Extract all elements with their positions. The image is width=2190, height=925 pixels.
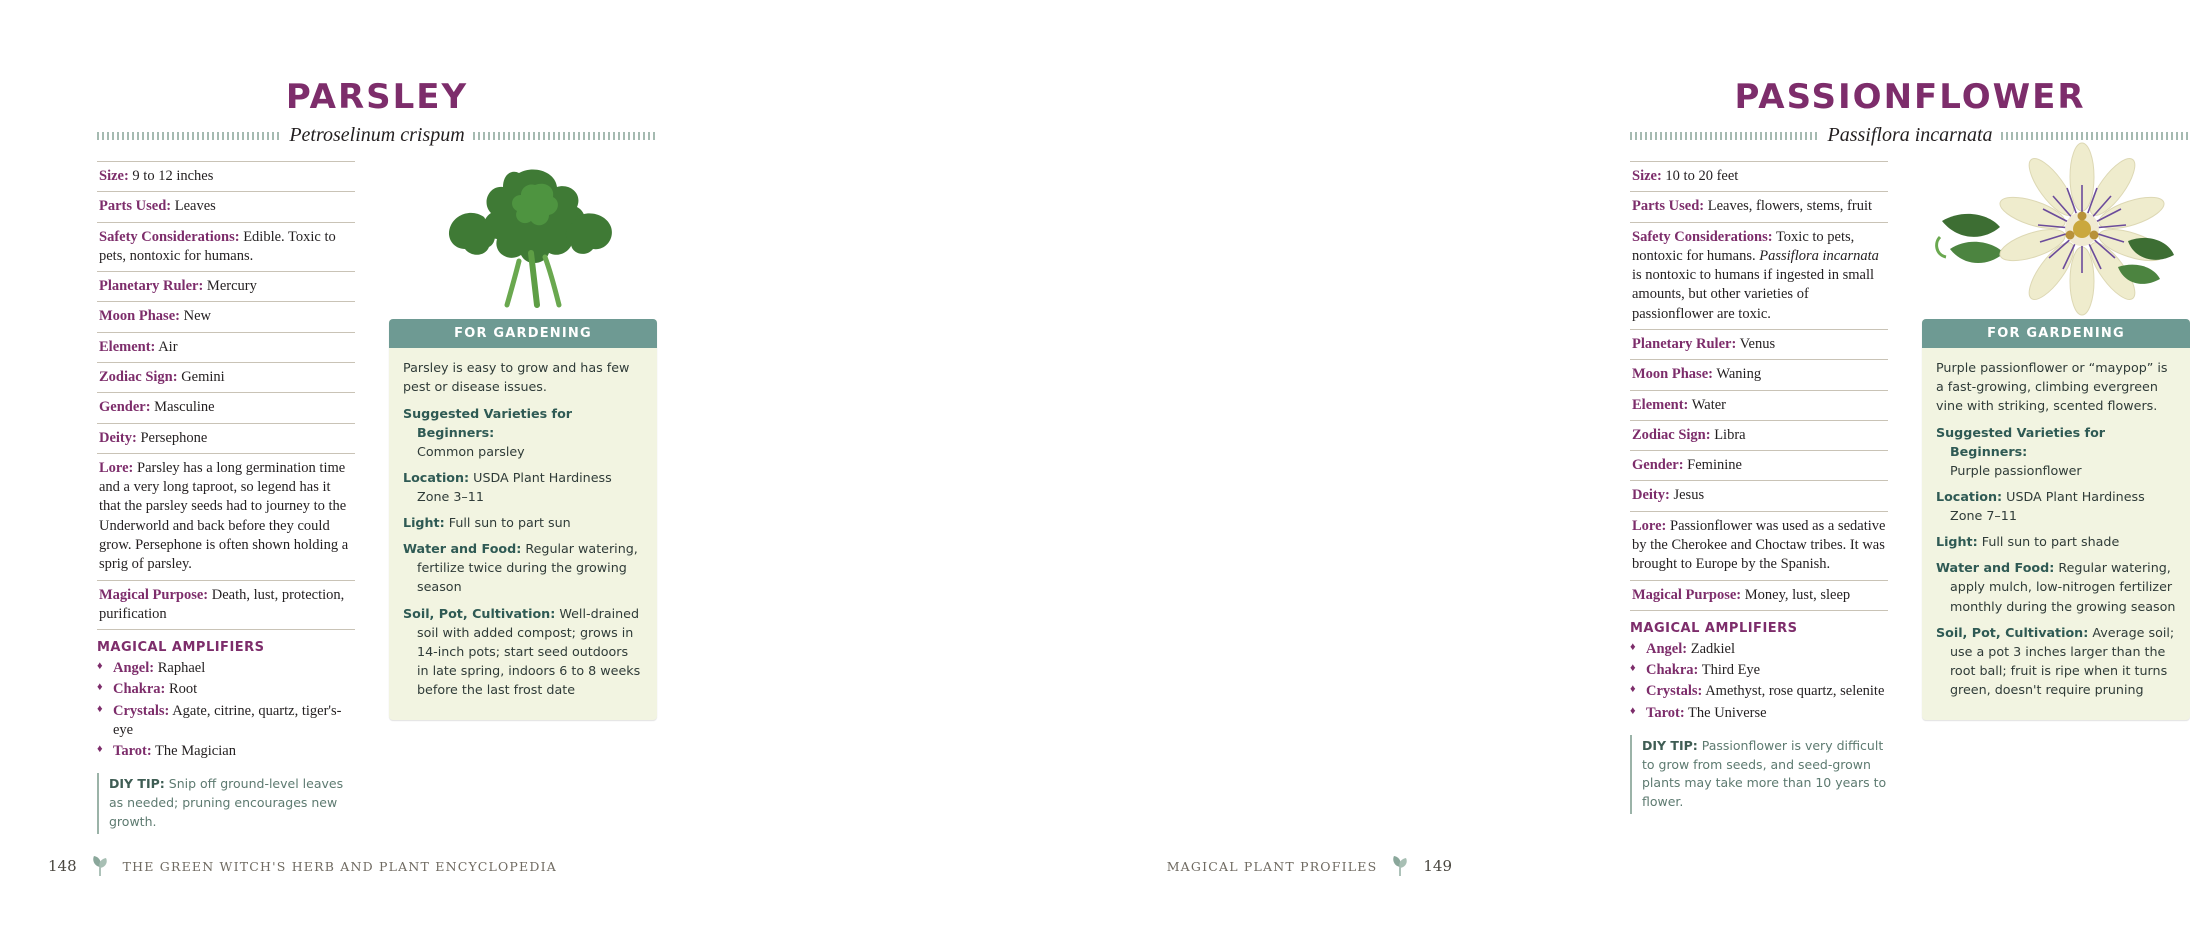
gardening-item-value: Full sun to part shade — [1981, 534, 2120, 550]
diy-tip — [1630, 735, 1888, 814]
amplifier-label: Crystals: — [113, 702, 170, 719]
fact-value: Death, lust, protection, purification — [99, 586, 345, 622]
diy-tip-label: DIY TIP: — [109, 776, 165, 792]
fact-row — [1630, 512, 1888, 581]
amplifiers-list — [1630, 640, 1888, 723]
gardening-item-label: Location: — [1936, 489, 2003, 505]
page-left — [0, 0, 750, 925]
dot-rule-left — [1630, 132, 1820, 140]
fact-row — [97, 393, 355, 423]
fact-row — [1630, 421, 1888, 451]
fact-label: Deity: — [99, 429, 137, 446]
dot-rule-left — [97, 132, 281, 140]
gardening-item-label: Soil, Pot, Cultivation: — [1936, 624, 2089, 640]
fact-value: Passionflower was used as a sedative by the Cherokee and Choctaw tribes. It was brought to Europe by the Spanish. — [1632, 517, 1886, 573]
leaf-ornament-icon — [91, 855, 109, 877]
fact-row — [97, 162, 355, 192]
page-right — [750, 0, 2176, 925]
fact-label: Deity: — [1632, 487, 1670, 504]
fact-label: Gender: — [1632, 457, 1684, 474]
leaf-ornament-icon — [1391, 855, 1409, 877]
gardening-item — [403, 539, 643, 596]
parsley-sprig-image — [389, 161, 657, 311]
botanical-name: Passiflora incarnata — [1827, 124, 1993, 146]
fact-label: Lore: — [99, 459, 134, 476]
gardening-column — [389, 161, 657, 834]
gardening-item-label: Water and Food: — [403, 541, 522, 557]
fact-label: Planetary Ruler: — [99, 278, 204, 295]
fact-row — [97, 581, 355, 631]
fact-label: Zodiac Sign: — [1632, 426, 1711, 443]
fact-row — [1630, 223, 1888, 330]
footer-right — [1167, 855, 1452, 877]
fact-row — [97, 302, 355, 332]
fact-row — [97, 333, 355, 363]
list-item — [1630, 682, 1888, 701]
gardening-intro: Parsley is easy to grow and has few pest or disease issues. — [403, 360, 630, 395]
gardening-item — [403, 404, 643, 461]
fact-value: Masculine — [150, 399, 215, 416]
fact-value: Waning — [1712, 366, 1762, 383]
amplifier-label: Tarot: — [113, 743, 152, 760]
fact-value: Money, lust, sleep — [1741, 586, 1851, 603]
gardening-item — [1936, 423, 2176, 480]
fact-label: Zodiac Sign: — [99, 368, 178, 385]
page-left-content — [97, 77, 657, 834]
gardening-item-value: Common parsley — [417, 444, 525, 460]
facts-table — [97, 161, 355, 630]
fact-value: Edible. Toxic to pets, nontoxic for humans. — [99, 228, 336, 264]
list-item — [1630, 661, 1888, 680]
fact-label: Lore: — [1632, 517, 1667, 534]
fact-label: Planetary Ruler: — [1632, 335, 1737, 352]
fact-row — [1630, 330, 1888, 360]
fact-value: Leaves — [171, 198, 216, 215]
gardening-box — [389, 319, 657, 720]
gardening-item-value: Well-drained soil with added compost; grows in 14-inch pots; start seed outdoors in late spring, indoors 6 to 8 weeks before the last frost date — [417, 605, 641, 697]
dot-rule-right — [2001, 132, 2190, 140]
amplifier-label: Chakra: — [1646, 662, 1699, 679]
page-title: PARSLEY — [285, 77, 469, 117]
gardening-item — [403, 604, 643, 699]
gardening-item-value: Average soil; use a pot 3 inches larger than the root ball; fruit is ripe when it turns green, doesn't require pruning — [1950, 624, 2175, 697]
passionflower-bloom-image — [1922, 161, 2190, 311]
fact-row — [1630, 391, 1888, 421]
gardening-box — [1922, 319, 2190, 720]
list-item — [1630, 640, 1888, 659]
page-title: PASSIONFLOWER — [1734, 77, 2086, 117]
footer-left — [48, 855, 557, 877]
fact-label: Safety Considerations: — [99, 228, 240, 245]
fact-label: Moon Phase: — [1632, 366, 1713, 383]
fact-row — [1630, 162, 1888, 192]
page-right-content — [1630, 77, 2190, 814]
fact-label: Element: — [99, 338, 156, 355]
fact-value: Venus — [1736, 335, 1776, 352]
fact-value: New — [179, 308, 211, 325]
fact-row — [1630, 192, 1888, 222]
gardening-item — [1936, 487, 2176, 525]
amplifier-label: Tarot: — [1646, 704, 1685, 721]
gardening-item — [1936, 532, 2176, 551]
gardening-item — [1936, 623, 2176, 699]
subtitle-row — [97, 124, 657, 147]
fact-value: Leaves, flowers, stems, fruit — [1704, 198, 1873, 215]
fact-row — [1630, 360, 1888, 390]
fact-label: Magical Purpose: — [1632, 586, 1742, 603]
gardening-item-label: Soil, Pot, Cultivation: — [403, 605, 556, 621]
diy-tip-label: DIY TIP: — [1642, 737, 1698, 753]
fact-row — [97, 272, 355, 302]
amplifier-value: The Universe — [1684, 704, 1767, 721]
page-number: 148 — [48, 857, 77, 875]
fact-value: Toxic to pets, nontoxic for humans. Passiflora incarnata is nontoxic to humans if ingested in small amounts, but other varieties of passionflower are toxic. — [1632, 228, 1879, 322]
fact-label: Magical Purpose: — [99, 586, 209, 603]
fact-row — [97, 192, 355, 222]
two-column-layout — [97, 161, 657, 834]
facts-column — [1630, 161, 1888, 814]
fact-label: Safety Considerations: — [1632, 228, 1773, 245]
amplifier-value: Zadkiel — [1687, 640, 1736, 657]
fact-row — [97, 223, 355, 273]
gardening-box-body — [389, 348, 657, 720]
gardening-item-value: Regular watering, apply mulch, low-nitrogen fertilizer monthly during the growing season — [1950, 560, 2176, 614]
gardening-item — [403, 468, 643, 506]
amplifier-value: Root — [165, 681, 198, 698]
fact-row — [97, 424, 355, 454]
gardening-item-label: Light: — [1936, 534, 1978, 550]
fact-label: Gender: — [99, 399, 151, 416]
two-column-layout — [1630, 161, 2190, 814]
diy-tip-text: Passionflower is very difficult to grow from seeds, and seed-grown plants may take more than 10 years to flower. — [1642, 737, 1887, 810]
amplifier-value: Raphael — [154, 660, 206, 677]
fact-row — [1630, 451, 1888, 481]
botanical-name: Petroselinum crispum — [289, 124, 465, 146]
fact-label: Size: — [1632, 168, 1662, 184]
fact-label: Parts Used: — [99, 198, 172, 215]
amplifier-value: Third Eye — [1698, 662, 1761, 679]
amplifier-label: Angel: — [1646, 640, 1688, 657]
list-item — [97, 702, 355, 741]
running-head: MAGICAL PLANT PROFILES — [1166, 858, 1378, 874]
fact-row — [97, 454, 355, 581]
gardening-item-label: Location: — [403, 470, 470, 486]
fact-row — [97, 363, 355, 393]
facts-column — [97, 161, 355, 834]
fact-label: Parts Used: — [1632, 198, 1705, 215]
fact-row — [1630, 581, 1888, 611]
fact-value: Air — [155, 338, 178, 355]
fact-value: Persephone — [136, 429, 208, 446]
fact-value: Jesus — [1669, 487, 1705, 504]
fact-value: 10 to 20 feet — [1661, 168, 1739, 184]
list-item — [97, 742, 355, 761]
amplifiers-heading: MAGICAL AMPLIFIERS — [1630, 620, 1798, 636]
diy-tip-text: Snip off ground-level leaves as needed; pruning encourages new growth. — [109, 776, 344, 829]
amplifier-value: Amethyst, rose quartz, selenite — [1702, 683, 1885, 700]
fact-value: Water — [1688, 396, 1726, 413]
running-head: THE GREEN WITCH'S HERB AND PLANT ENCYCLOPEDIA — [122, 858, 557, 874]
gardening-item — [1936, 558, 2176, 615]
fact-label: Size: — [99, 168, 129, 184]
facts-table — [1630, 161, 1888, 611]
gardening-intro: Purple passionflower or “maypop” is a fast-growing, climbing evergreen vine with striking, scented flowers. — [1936, 360, 2168, 414]
fact-value: 9 to 12 inches — [128, 168, 214, 184]
fact-value: Mercury — [203, 278, 257, 295]
fact-label: Moon Phase: — [99, 308, 180, 325]
gardening-box-heading: FOR GARDENING — [389, 319, 657, 348]
amplifier-label: Crystals: — [1646, 683, 1703, 700]
fact-value: Parsley has a long germination time and a very long taproot, so legend has it that the parsley seeds had to journey to the Underworld and back before they could grow. Persephone is often shown holding a sprig of parsley. — [99, 459, 349, 573]
amplifier-label: Angel: — [113, 660, 155, 677]
amplifier-label: Chakra: — [113, 681, 166, 698]
gardening-box-heading: FOR GARDENING — [1922, 319, 2190, 348]
amplifier-value: Agate, citrine, quartz, tiger's-eye — [113, 702, 342, 738]
gardening-box-body — [1922, 348, 2190, 720]
amplifier-value: The Magician — [151, 743, 236, 760]
gardening-item-label: Light: — [403, 515, 445, 531]
list-item — [1630, 704, 1888, 723]
fact-row — [1630, 481, 1888, 511]
fact-value: Gemini — [177, 368, 225, 385]
fact-value: Feminine — [1683, 457, 1742, 474]
list-item — [97, 680, 355, 699]
gardening-item-value: Regular watering, fertilize twice during the growing season — [417, 541, 638, 595]
fact-label: Element: — [1632, 396, 1689, 413]
subtitle-row — [1630, 124, 2190, 147]
gardening-item-value: USDA Plant Hardiness Zone 7–11 — [1950, 489, 2145, 524]
gardening-item — [403, 513, 643, 532]
amplifiers-list — [97, 659, 355, 761]
gardening-item-label: Water and Food: — [1936, 560, 2055, 576]
diy-tip — [97, 773, 355, 833]
gardening-item-value: Purple passionflower — [1950, 463, 2082, 479]
gardening-column — [1922, 161, 2190, 814]
fact-value: Libra — [1710, 426, 1746, 443]
gardening-item-label: Suggested Varieties for Beginners: — [1936, 425, 2106, 460]
dot-rule-right — [473, 132, 657, 140]
list-item — [97, 659, 355, 678]
gardening-item-value: Full sun to part sun — [448, 515, 571, 531]
gardening-item-value: USDA Plant Hardiness Zone 3–11 — [417, 470, 612, 505]
amplifiers-heading: MAGICAL AMPLIFIERS — [97, 640, 265, 656]
page-number: 149 — [1423, 857, 1452, 875]
gardening-item-label: Suggested Varieties for Beginners: — [403, 406, 573, 441]
